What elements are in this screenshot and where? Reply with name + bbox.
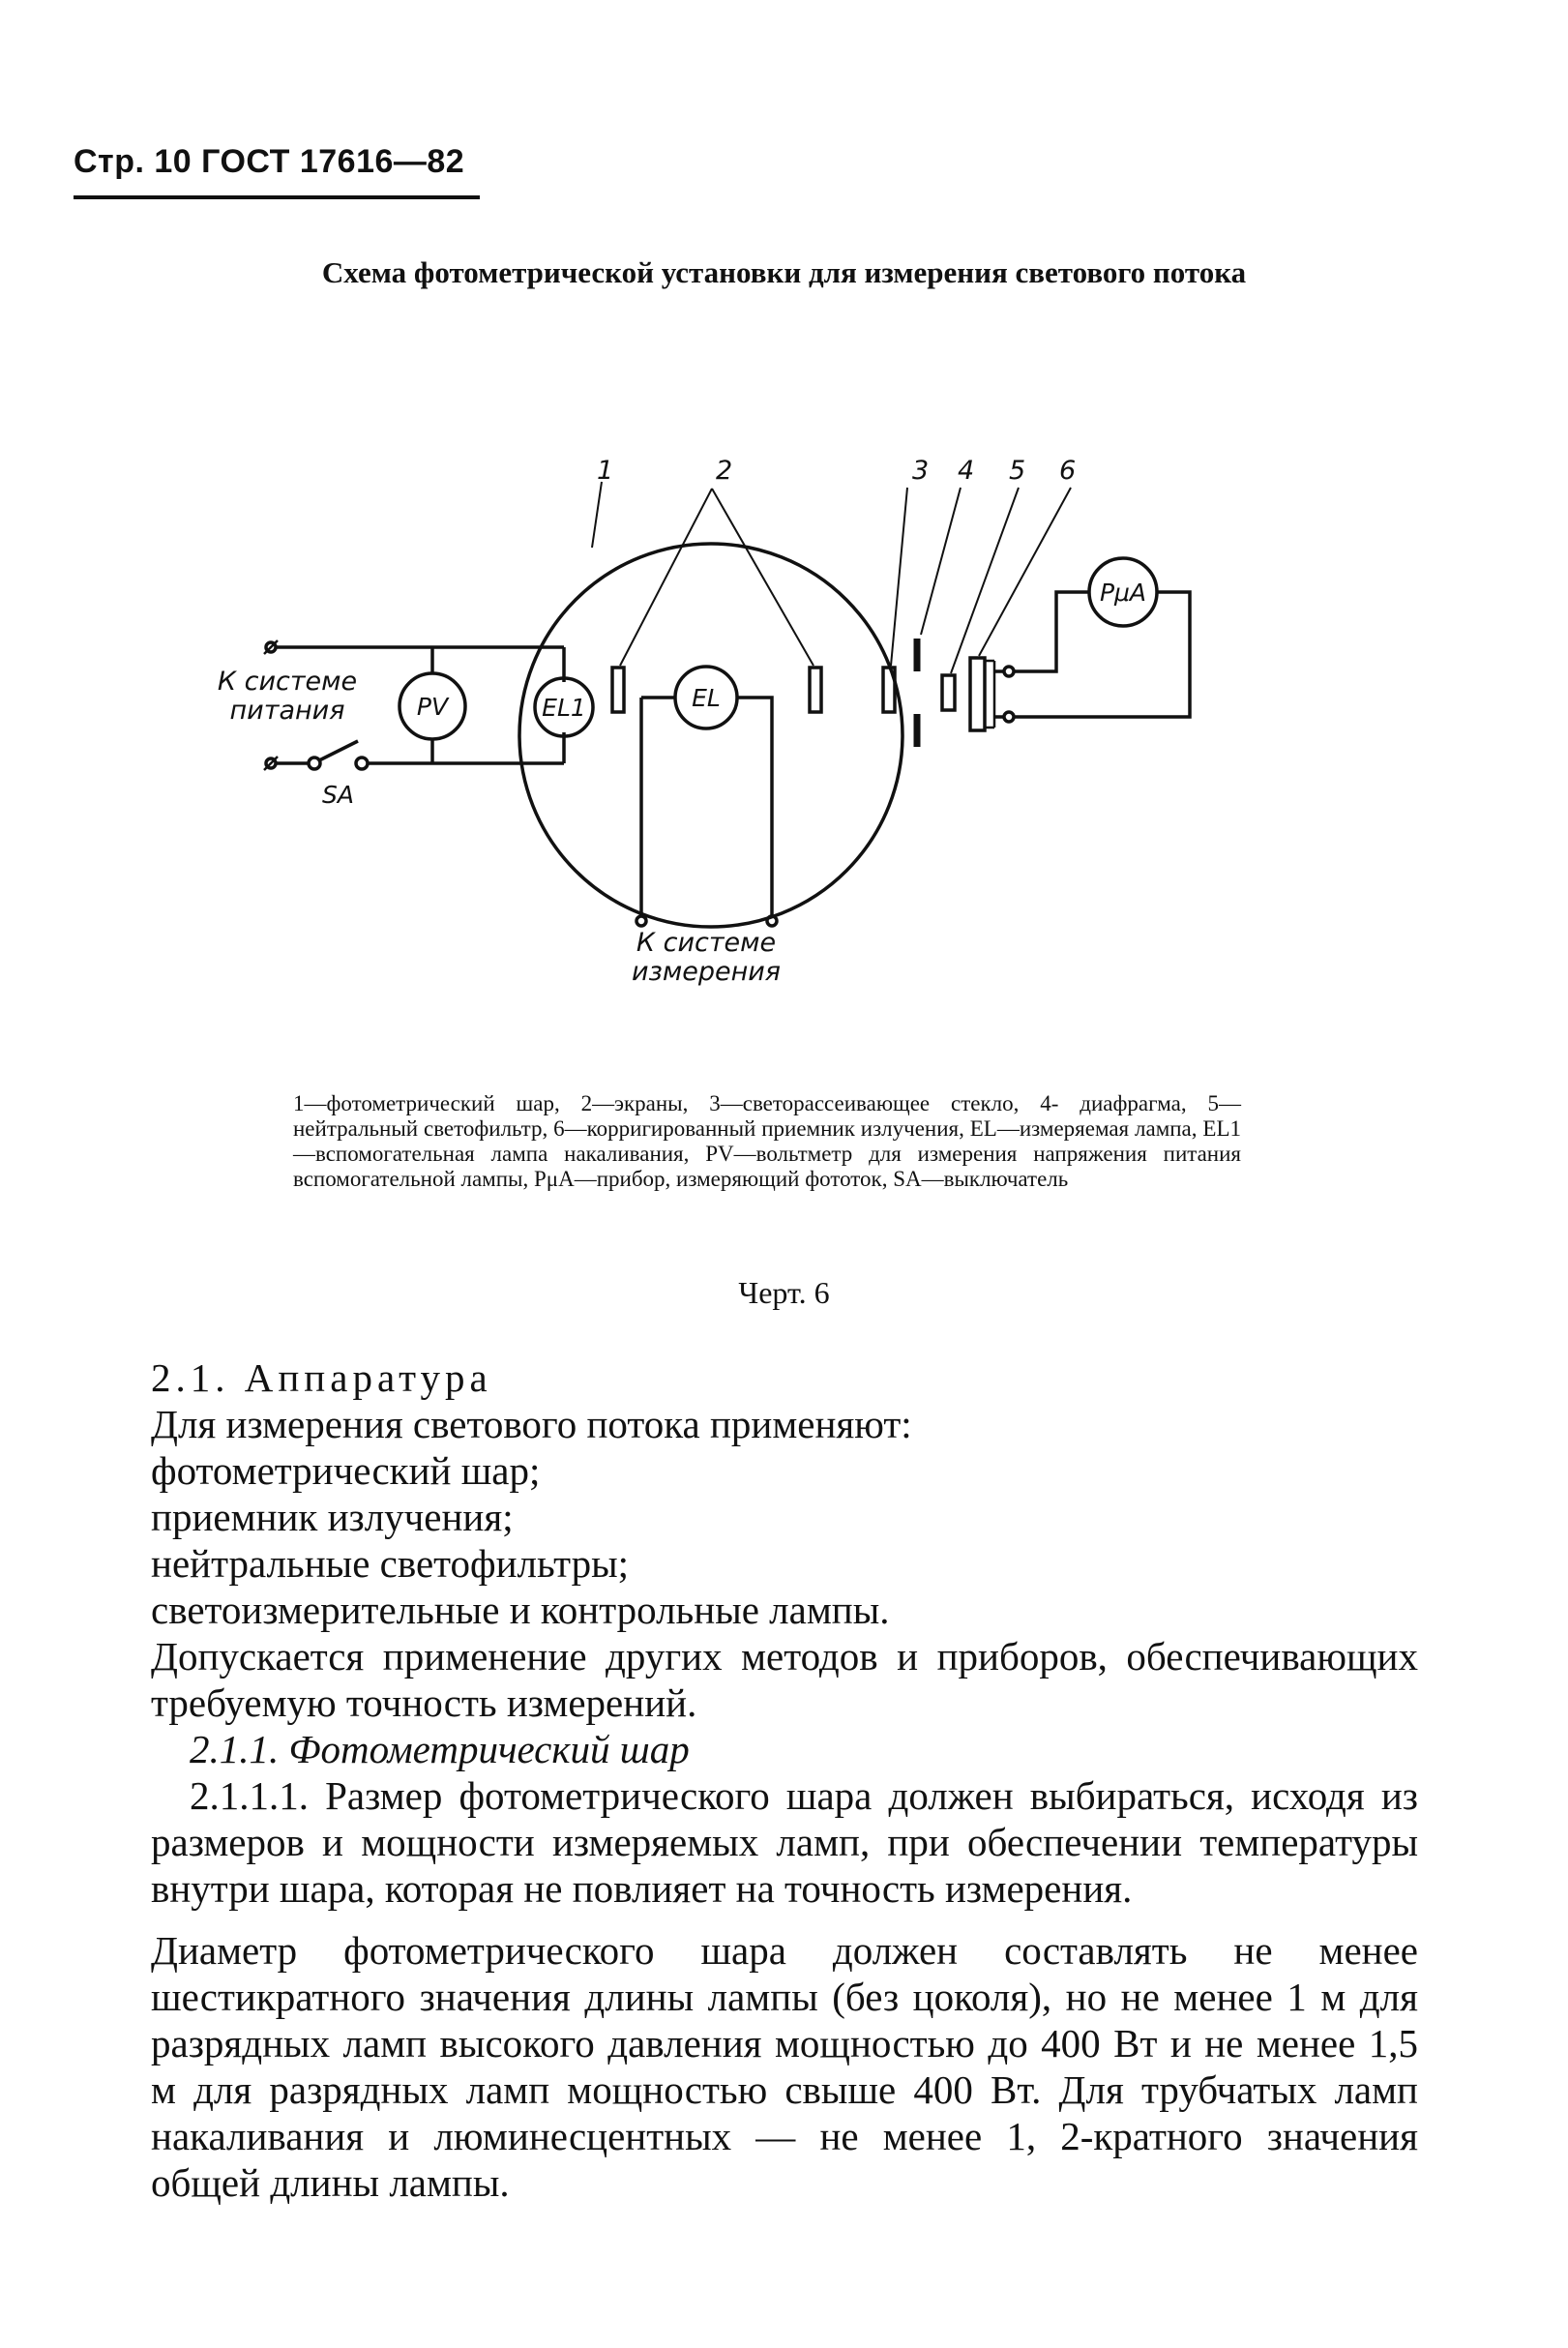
page-header [74, 143, 480, 181]
callout-4: 4 [958, 456, 975, 486]
diffuser-glass [883, 668, 895, 712]
callout-3: 3 [912, 456, 930, 486]
callout-1: 1 [597, 456, 614, 486]
supply-terminal-top [266, 642, 276, 652]
paragraph-size: 2.1.1.1. Размер фотометрического шара должен выбираться, исходя из размеров и мощности измеряемых ламп, при обеспечении температуры внутри шара, которая не повлияет на точность измерения. [151, 1773, 1418, 1911]
callout-6: 6 [1059, 456, 1077, 486]
photometric-sphere [519, 544, 902, 927]
figure-title: Схема фотометрической установки для измерения светового потока [321, 255, 1247, 289]
allowed-paragraph: Допускается применение других методов и приборов, обеспечивающих требуемую точность измерений. [151, 1634, 1418, 1725]
el1-label: EL1 [542, 694, 586, 722]
measure-label: К системе измерения [631, 929, 782, 987]
section-heading: 2.1. Аппаратура [151, 1355, 492, 1400]
list-item: приемник излучения; [151, 1495, 514, 1539]
pmua-label: PμA [1099, 579, 1147, 607]
paragraph-diameter: Диаметр фотометрического шара должен составлять не менее шестикратного значения длины лампы (без цоколя), но не менее 1 м для разрядных ламп высокого давления мощностью до 400 Вт и не менее 1,5 м для разрядных ламп мощностью свыше 400 Вт. Для трубчатых ламп накаливания и люминесцентных — не менее 1, 2-кратного значения общей длины лампы. [151, 1928, 1418, 2205]
main-text [151, 1354, 1418, 2206]
page-number: Стр. 10 [74, 143, 192, 180]
measure-terminal-right [767, 916, 777, 926]
screen-right [810, 668, 821, 712]
list-item: нейтральные светофильтры; [151, 1541, 630, 1586]
measure-terminal-left [636, 916, 646, 926]
voltmeter-pv [399, 673, 465, 739]
lamp-el1 [535, 678, 593, 736]
subsection-heading: 2.1.1. Фотометрический шар [190, 1727, 690, 1771]
switch-sa-contact [309, 758, 320, 769]
el-label: EL [692, 684, 721, 712]
microammeter [1089, 558, 1157, 626]
sa-label: SA [322, 781, 354, 809]
list-item: светоизмерительные и контрольные лампы. [151, 1588, 890, 1632]
radiation-receiver [970, 658, 985, 730]
screen-left [612, 668, 624, 712]
list-item: фотометрический шар; [151, 1448, 541, 1493]
intro-line: Для измерения светового потока применяют: [151, 1402, 912, 1446]
neutral-filter [942, 675, 955, 710]
supply-terminal-bottom [266, 758, 276, 768]
supply-label: К системе питания [217, 668, 358, 726]
lamp-el [675, 667, 737, 728]
switch-sa-blade [319, 741, 358, 760]
standard-code: ГОСТ 17616—82 [201, 143, 465, 180]
figure-number: Черт. 6 [738, 1275, 830, 1310]
header-text [74, 143, 480, 181]
pv-label: PV [416, 693, 449, 721]
header-rule [74, 195, 480, 199]
callout-5: 5 [1009, 456, 1026, 486]
figure-caption: 1—фотометрический шар, 2—экраны, 3—светорассеивающее стекло, 4- диафрагма, 5—нейтральный светофильтр, 6—корригированный приемник излучения, EL—измеряемая лампа, EL1—вспомогательная лампа накаливания, PV—вольтметр для измерения напряжения питания вспомогательной лампы, PμA—прибор, измеряющий фототок, SA—выключатель [293, 1091, 1241, 1191]
callout-2: 2 [716, 456, 733, 486]
